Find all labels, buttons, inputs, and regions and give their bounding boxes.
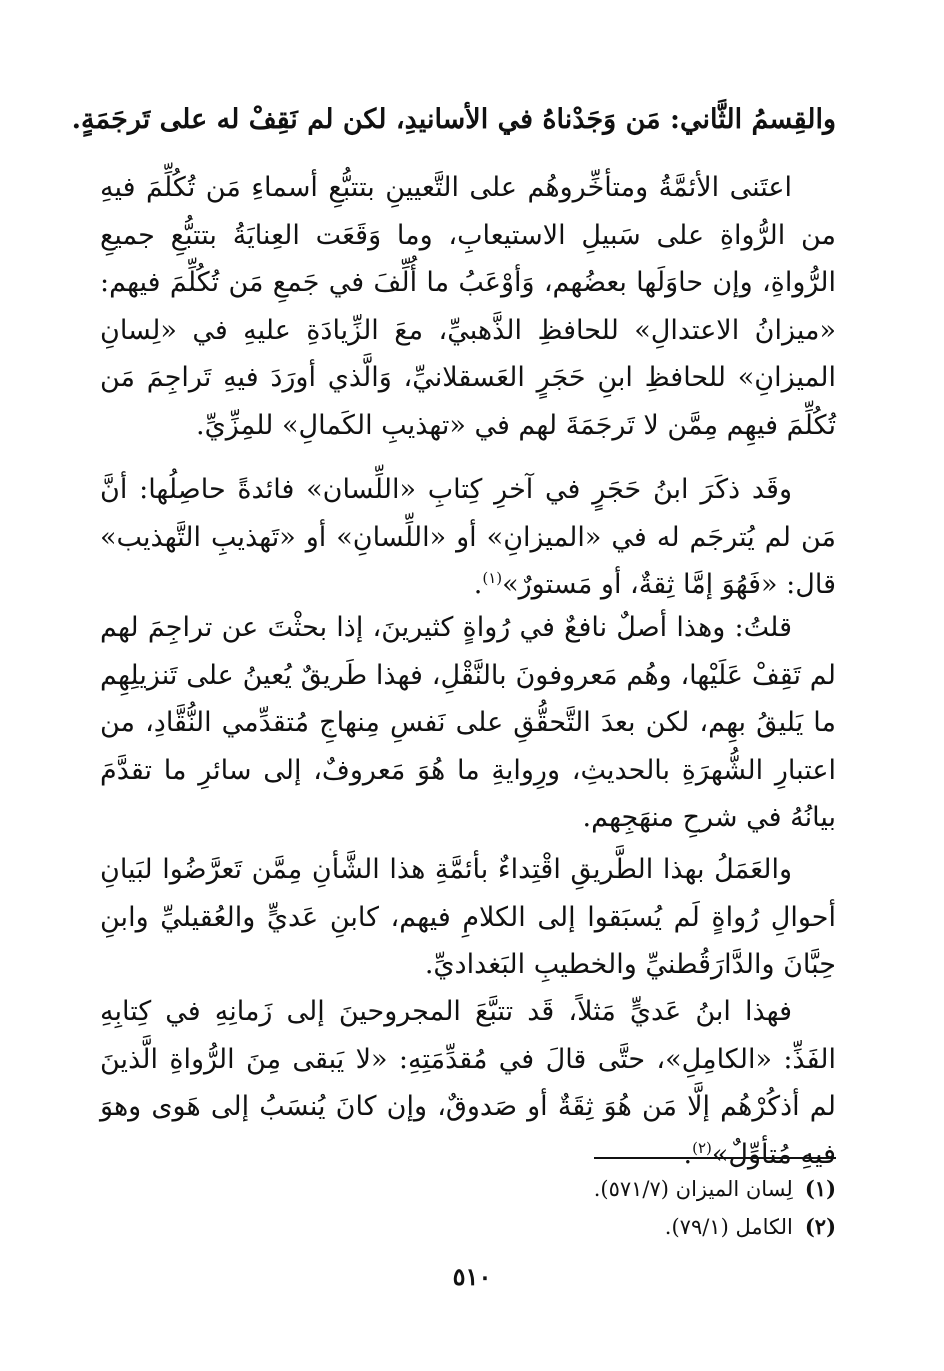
footnotes: [236, 1170, 836, 1246]
footnote-1-number: (١): [804, 1176, 836, 1201]
paragraph-5-body: فهذا ابنُ عَديٍّ مَثلاً، قَد تتبَّعَ المجروحينَ إلى زَمانِهِ في كِتابِهِ الفَذِّ: «الكامِلِ»، حتَّى قالَ في مُقدِّمَتِهِ: «لا يَبقى مِنَ الرُّواةِ الَّذينَ لم أذكُرْهُم إلَّا مَن هُوَ ثِقَةٌ أو صَدوقٌ، وإن كانَ يُنسَبُ إلى هَوى وهوَ فيهِ مُتأوِّلٌ»: [100, 996, 836, 1170]
paragraph-5-end: .: [683, 1138, 693, 1170]
paragraph-2-body: وقَد ذكَرَ ابنُ حَجَرٍ في آخرِ كِتابِ «اللِّسان» فائدةً حاصِلُها: أنَّ مَن لم يُترجَم له في «الميزانِ» أو «اللِّسانِ» أو «تَهذيبِ التَّهذيب» قال: «فَهُوَ إمَّا ثِقةٌ، أو مَستورٌ»: [100, 474, 836, 600]
paragraph-2-text: [100, 466, 836, 609]
paragraph-3: [100, 604, 836, 842]
footnote-ref-2: (٢): [692, 1138, 712, 1157]
footnote-1-text: لِسان الميزان (٥٧١/٧).: [593, 1177, 793, 1201]
paragraph-2: [100, 466, 836, 609]
paragraph-1: [100, 164, 836, 449]
footnote-divider: [594, 1157, 836, 1159]
paragraph-4: [100, 846, 836, 989]
paragraph-2-end: .: [473, 569, 483, 600]
paragraph-5-text: [100, 988, 836, 1178]
paragraph-1-text: اعتَنى الأئمَّةُ ومتأخِّروهُم على التَّعيينِ بتتبُّعِ أسماءِ مَن تُكُلِّمَ فيهِ من الرُّواةِ على سَبيلِ الاستيعابِ، وما وَقَعَت العِنايَةُ بتتبُّعِ جميعِ الرُّواةِ، وإن حاوَلَها بعضُهم، وَأوْعَبُ ما أُلِّفَ في جَمعِ مَن تُكُلِّمَ فيهم: «ميزانُ الاعتدالِ» للحافظِ الذَّهبيِّ، معَ الزِّيادَةِ عليهِ في «لِسانِ الميزانِ» للحافظِ ابنِ حَجَرٍ العَسقلانيِّ، وَالَّذي أورَدَ فيهِ تَراجِمَ مَن تُكُلِّمَ فيهِم مِمَّن لا تَرجَمَةَ لهم في «تهذيبِ الكَمالِ» للمِزِّيِّ.: [100, 172, 836, 441]
footnote-2-text: الكامل (٧٩/١).: [664, 1215, 793, 1239]
section-heading: والقِسمُ الثَّاني: مَن وَجَدْناهُ في الأسانيدِ، لكن لم نَقِفْ له على تَرجَمَةٍ.: [71, 104, 836, 135]
footnote-2-number: (٢): [804, 1214, 836, 1239]
page-number: ٥١٠: [452, 1262, 492, 1291]
footnote-ref-1: (١): [482, 569, 503, 587]
footnote-1: [236, 1170, 836, 1208]
footnote-2: [236, 1208, 836, 1246]
paragraph-4-text: والعَمَلُ بهذا الطَّريقِ اقْتِداءٌ بأئمَّةِ هذا الشَّأنِ مِمَّن تَعرَّضُوا لبَيانِ أحوالِ رُواةٍ لَم يُسبَقوا إلى الكلامِ فيهم، كابنِ عَديٍّ والعُقيليِّ وابنِ حِبَّانَ والدَّارَقُطنيِّ والخطيبِ البَغداديِّ.: [100, 854, 836, 980]
paragraph-5: [100, 988, 836, 1178]
paragraph-3-text: قلتُ: وهذا أصلٌ نافعٌ في رُواةٍ كثيرينَ، إذا بحثْتَ عن تراجِمَ لهم لم تَقِفْ عَلَيْها، وهُم مَعروفونَ بالنَّقْلِ، فهذا طَريقٌ يُعينُ على تَنزيلِهِم ما يَليقُ بهِم، لكن بعدَ التَّحقُّقِ على نَفسِ مِنهاجِ مُتقدِّمي النُّقَّادِ، من اعتبارِ الشُّهرَةِ بالحديثِ، ورِوايةِ ما هُوَ مَعروفٌ، إلى سائرِ ما تقدَّمَ بيانُهُ في شرحِ منهَجِهم.: [100, 612, 836, 833]
